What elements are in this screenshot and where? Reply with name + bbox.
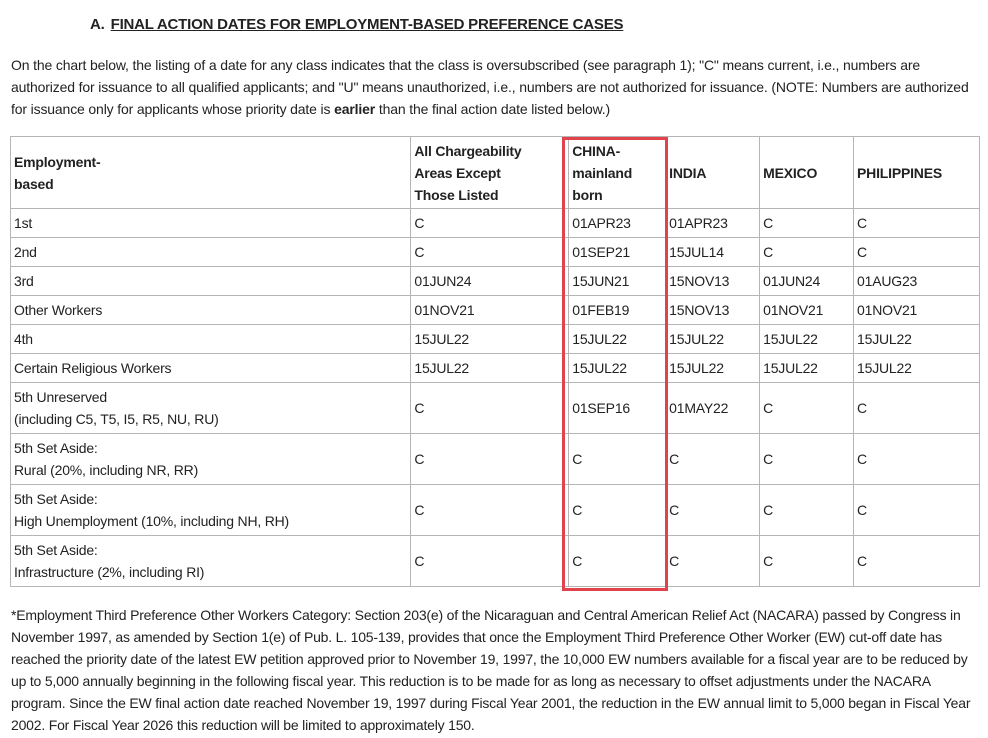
cell-mexico: C	[760, 238, 854, 267]
section-heading	[90, 16, 623, 33]
cell-all: 01NOV21	[411, 296, 569, 325]
cell-mexico: 15JUL22	[760, 354, 854, 383]
cell-mexico: 01NOV21	[760, 296, 854, 325]
row-label: 5th Unreserved (including C5, T5, I5, R5, NU, RU)	[11, 383, 411, 434]
cell-india: 15JUL22	[666, 325, 760, 354]
table-row	[11, 383, 980, 434]
table-row	[11, 296, 980, 325]
intro-paragraph	[11, 54, 979, 120]
cell-india: 15NOV13	[666, 267, 760, 296]
cell-all: 15JUL22	[411, 325, 569, 354]
cell-mexico: C	[760, 485, 854, 536]
cell-mexico: C	[760, 209, 854, 238]
cell-philippines: C	[854, 209, 980, 238]
cell-india: C	[666, 536, 760, 587]
cell-india: 01MAY22	[666, 383, 760, 434]
cell-all: 15JUL22	[411, 354, 569, 383]
cell-mexico: C	[760, 434, 854, 485]
row-label: 5th Set Aside: High Unemployment (10%, including NH, RH)	[11, 485, 411, 536]
table-row	[11, 209, 980, 238]
cell-china: 01SEP16	[569, 383, 666, 434]
row-label: 5th Set Aside: Infrastructure (2%, including RI)	[11, 536, 411, 587]
cell-all: C	[411, 485, 569, 536]
cell-all: 01JUN24	[411, 267, 569, 296]
cell-china: C	[569, 434, 666, 485]
cell-china: C	[569, 536, 666, 587]
header-mexico: MEXICO	[760, 137, 854, 209]
cell-mexico: C	[760, 383, 854, 434]
cell-china: 01APR23	[569, 209, 666, 238]
cell-all: C	[411, 536, 569, 587]
cell-india: C	[666, 485, 760, 536]
cell-mexico: 15JUL22	[760, 325, 854, 354]
cell-mexico: 01JUN24	[760, 267, 854, 296]
intro-text-1: On the chart below, the listing of a date for any class indicates that the class is oversubscribed (see paragraph 1); "C" means current, i.e., numbers are authorized for issuance to all qualified applicants; and "U" means unauthorized, i.e., numbers are not authorized for issuance. (NOTE: Numbers are authorized for issuance only for applicants whose priority date is	[11, 57, 969, 117]
header-employment-based: Employment- based	[11, 137, 411, 209]
footnote: *Employment Third Preference Other Workers Category: Section 203(e) of the Nicaraguan and Central American Relief Act (NACARA) passed by Congress in November 1997, as amended by Section 1(e) of Pub. L. 105-139, provides that once the Employment Third Preference Other Worker (EW) cut-off date has reached the priority date of the latest EW petition approved prior to November 19, 1997, the 10,000 EW numbers available for a fiscal year are to be reduced by up to 5,000 annually beginning in the following fiscal year. This reduction is to be made for as long as necessary to offset adjustments under the NACARA program. Since the EW final action date reached November 19, 1997 during Fiscal Year 2001, the reduction in the EW annual limit to 5,000 began in Fiscal Year 2002. For Fiscal Year 2026 this reduction will be limited to approximately 150.	[11, 607, 971, 733]
table-row	[11, 325, 980, 354]
cell-philippines: C	[854, 383, 980, 434]
cell-philippines: 15JUL22	[854, 325, 980, 354]
cell-philippines: C	[854, 238, 980, 267]
cell-all: C	[411, 209, 569, 238]
cell-china: 15JUL22	[569, 354, 666, 383]
row-label: Other Workers	[11, 296, 411, 325]
cell-mexico: C	[760, 536, 854, 587]
cell-philippines: 01AUG23	[854, 267, 980, 296]
cell-all: C	[411, 238, 569, 267]
section-title: FINAL ACTION DATES FOR EMPLOYMENT-BASED PREFERENCE CASES	[110, 16, 624, 33]
cell-philippines: 15JUL22	[854, 354, 980, 383]
table-row	[11, 238, 980, 267]
header-all-chargeability: All Chargeability Areas Except Those Listed	[411, 137, 569, 209]
cell-india: C	[666, 434, 760, 485]
cell-india: 01APR23	[666, 209, 760, 238]
cell-china: 01SEP21	[569, 238, 666, 267]
row-label: 5th Set Aside: Rural (20%, including NR, RR)	[11, 434, 411, 485]
cell-china: 15JUN21	[569, 267, 666, 296]
header-india: INDIA	[666, 137, 760, 209]
row-label: 2nd	[11, 238, 411, 267]
table-header-row	[11, 137, 980, 209]
cell-india: 15JUL14	[666, 238, 760, 267]
cell-india: 15NOV13	[666, 296, 760, 325]
row-label: Certain Religious Workers	[11, 354, 411, 383]
intro-emphasis: earlier	[334, 101, 376, 117]
cell-all: C	[411, 383, 569, 434]
row-label: 4th	[11, 325, 411, 354]
header-china: CHINA- mainland born	[569, 137, 666, 209]
cell-china: C	[569, 485, 666, 536]
section-letter: A.	[90, 16, 105, 33]
table-row	[11, 485, 980, 536]
cell-philippines: C	[854, 485, 980, 536]
cell-china: 01FEB19	[569, 296, 666, 325]
table-row	[11, 434, 980, 485]
row-label: 3rd	[11, 267, 411, 296]
cell-philippines: C	[854, 434, 980, 485]
intro-text-2: than the final action date listed below.)	[375, 101, 611, 117]
cell-all: C	[411, 434, 569, 485]
row-label: 1st	[11, 209, 411, 238]
cell-india: 15JUL22	[666, 354, 760, 383]
cell-china: 15JUL22	[569, 325, 666, 354]
table-row	[11, 354, 980, 383]
cell-philippines: 01NOV21	[854, 296, 980, 325]
cell-philippines: C	[854, 536, 980, 587]
table-row	[11, 267, 980, 296]
final-action-dates-table	[10, 136, 980, 587]
table-row	[11, 536, 980, 587]
header-philippines: PHILIPPINES	[854, 137, 980, 209]
